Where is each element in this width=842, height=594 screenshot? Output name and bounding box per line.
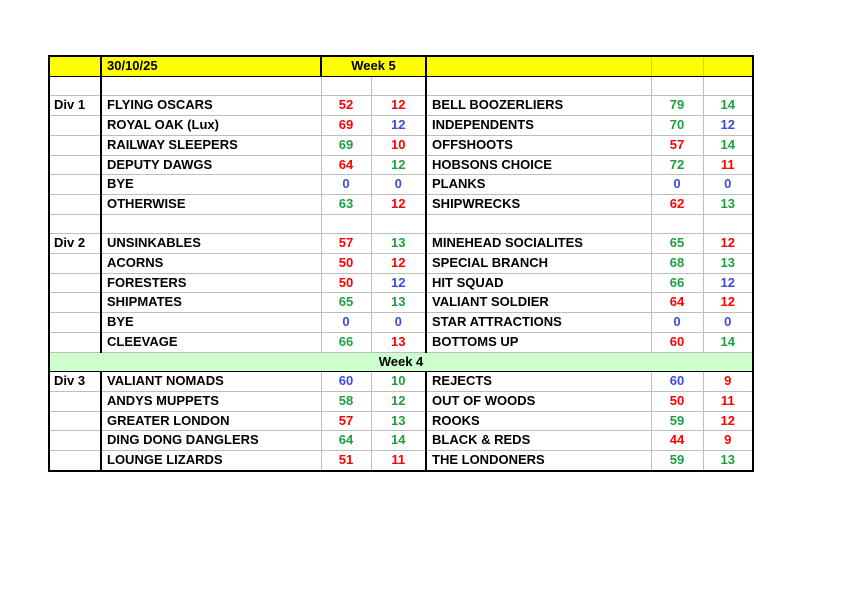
spacer-cell [371,76,426,96]
home-team-name: RAILWAY SLEEPERS [101,135,321,155]
home-team-name: ACORNS [101,254,321,274]
home-team-name: ROYAL OAK (Lux) [101,116,321,136]
home-team-score: 50 [321,254,371,274]
away-team-points: 13 [703,194,753,214]
home-team-name: CLEEVAGE [101,332,321,352]
spacer-cell [321,214,371,234]
home-team-name: VALIANT NOMADS [101,372,321,392]
division-label [49,391,101,411]
spacer-row [49,76,753,96]
spacer-cell [49,214,101,234]
division-label [49,155,101,175]
away-team-score: 59 [651,451,703,471]
away-team-name: REJECTS [426,372,651,392]
home-team-score: 58 [321,391,371,411]
division-label: Div 2 [49,234,101,254]
away-team-name: INDEPENDENTS [426,116,651,136]
division-label [49,332,101,352]
away-team-score: 79 [651,96,703,116]
spacer-cell [651,76,703,96]
home-team-score: 66 [321,332,371,352]
away-team-points: 14 [703,96,753,116]
match-row [49,293,753,313]
home-team-name: GREATER LONDON [101,411,321,431]
away-team-name: HOBSONS CHOICE [426,155,651,175]
away-team-score: 66 [651,273,703,293]
division-label [49,411,101,431]
home-team-score: 60 [321,372,371,392]
league-results-table [48,55,754,472]
division-label [49,116,101,136]
match-row [49,96,753,116]
away-team-points: 0 [703,175,753,195]
home-team-name: LOUNGE LIZARDS [101,451,321,471]
match-row [49,155,753,175]
home-team-name: OTHERWISE [101,194,321,214]
header-away-spacer [426,56,651,76]
away-team-points: 13 [703,254,753,274]
home-team-score: 64 [321,431,371,451]
away-team-name: ROOKS [426,411,651,431]
match-row [49,273,753,293]
spacer-cell [321,76,371,96]
home-team-points: 10 [371,135,426,155]
away-team-score: 62 [651,194,703,214]
away-team-score: 0 [651,175,703,195]
home-team-score: 51 [321,451,371,471]
home-team-name: BYE [101,313,321,333]
header-week-label: Week 5 [321,56,426,76]
home-team-score: 0 [321,175,371,195]
match-row [49,175,753,195]
home-team-name: UNSINKABLES [101,234,321,254]
away-team-points: 0 [703,313,753,333]
away-team-name: THE LONDONERS [426,451,651,471]
division-label [49,175,101,195]
away-team-score: 60 [651,332,703,352]
division-label: Div 3 [49,372,101,392]
home-team-points: 12 [371,116,426,136]
away-team-name: BLACK & REDS [426,431,651,451]
division-label [49,313,101,333]
home-team-points: 12 [371,391,426,411]
home-team-points: 12 [371,194,426,214]
away-team-points: 13 [703,451,753,471]
home-team-name: FORESTERS [101,273,321,293]
match-row [49,254,753,274]
division-label [49,451,101,471]
home-team-score: 69 [321,116,371,136]
match-row [49,313,753,333]
home-team-points: 12 [371,96,426,116]
away-team-score: 64 [651,293,703,313]
away-team-points: 12 [703,116,753,136]
away-team-score: 57 [651,135,703,155]
league-table-body [49,56,753,471]
home-team-score: 69 [321,135,371,155]
spacer-cell [371,214,426,234]
home-team-points: 12 [371,273,426,293]
week4-banner: Week 4 [49,352,753,372]
home-team-points: 11 [371,451,426,471]
away-team-score: 50 [651,391,703,411]
home-team-score: 52 [321,96,371,116]
division-label [49,135,101,155]
away-team-score: 44 [651,431,703,451]
week4-banner-row [49,352,753,372]
home-team-score: 64 [321,155,371,175]
away-team-score: 65 [651,234,703,254]
division-label [49,254,101,274]
spacer-cell [426,76,651,96]
home-team-name: ANDYS MUPPETS [101,391,321,411]
away-team-name: OUT OF WOODS [426,391,651,411]
match-row [49,194,753,214]
home-team-points: 14 [371,431,426,451]
away-team-points: 9 [703,372,753,392]
home-team-name: DEPUTY DAWGS [101,155,321,175]
away-team-points: 11 [703,155,753,175]
home-team-name: FLYING OSCARS [101,96,321,116]
away-team-name: SPECIAL BRANCH [426,254,651,274]
spacer-cell [101,214,321,234]
away-team-points: 14 [703,135,753,155]
home-team-points: 13 [371,234,426,254]
away-team-name: HIT SQUAD [426,273,651,293]
spacer-cell [703,76,753,96]
home-team-points: 12 [371,254,426,274]
away-team-points: 11 [703,391,753,411]
away-team-name: SHIPWRECKS [426,194,651,214]
match-row [49,372,753,392]
match-row [49,411,753,431]
away-team-points: 14 [703,332,753,352]
spacer-cell [703,214,753,234]
match-row [49,135,753,155]
away-team-name: PLANKS [426,175,651,195]
away-team-points: 12 [703,411,753,431]
away-team-score: 68 [651,254,703,274]
home-team-name: SHIPMATES [101,293,321,313]
away-team-score: 59 [651,411,703,431]
away-team-points: 12 [703,234,753,254]
division-label [49,273,101,293]
away-team-score: 72 [651,155,703,175]
away-team-name: OFFSHOOTS [426,135,651,155]
header-row [49,56,753,76]
home-team-points: 0 [371,175,426,195]
spacer-cell [651,214,703,234]
away-team-score: 60 [651,372,703,392]
away-team-name: MINEHEAD SOCIALITES [426,234,651,254]
division-label [49,194,101,214]
header-points-spacer [703,56,753,76]
away-team-name: VALIANT SOLDIER [426,293,651,313]
home-team-points: 12 [371,155,426,175]
away-team-score: 70 [651,116,703,136]
home-team-score: 63 [321,194,371,214]
match-row [49,391,753,411]
match-row [49,332,753,352]
division-label: Div 1 [49,96,101,116]
home-team-score: 65 [321,293,371,313]
header-corner-cell [49,56,101,76]
away-team-name: STAR ATTRACTIONS [426,313,651,333]
match-row [49,234,753,254]
away-team-name: BELL BOOZERLIERS [426,96,651,116]
header-score-spacer [651,56,703,76]
home-team-score: 57 [321,234,371,254]
spacer-row [49,214,753,234]
home-team-name: DING DONG DANGLERS [101,431,321,451]
match-row [49,431,753,451]
spacer-cell [426,214,651,234]
home-team-points: 10 [371,372,426,392]
away-team-points: 9 [703,431,753,451]
home-team-name: BYE [101,175,321,195]
away-team-points: 12 [703,293,753,313]
match-row [49,451,753,471]
home-team-score: 50 [321,273,371,293]
home-team-score: 57 [321,411,371,431]
match-row [49,116,753,136]
away-team-name: BOTTOMS UP [426,332,651,352]
home-team-points: 0 [371,313,426,333]
division-label [49,431,101,451]
spacer-cell [49,76,101,96]
spacer-cell [101,76,321,96]
away-team-points: 12 [703,273,753,293]
home-team-points: 13 [371,411,426,431]
home-team-score: 0 [321,313,371,333]
division-label [49,293,101,313]
header-date: 30/10/25 [101,56,321,76]
home-team-points: 13 [371,293,426,313]
home-team-points: 13 [371,332,426,352]
away-team-score: 0 [651,313,703,333]
